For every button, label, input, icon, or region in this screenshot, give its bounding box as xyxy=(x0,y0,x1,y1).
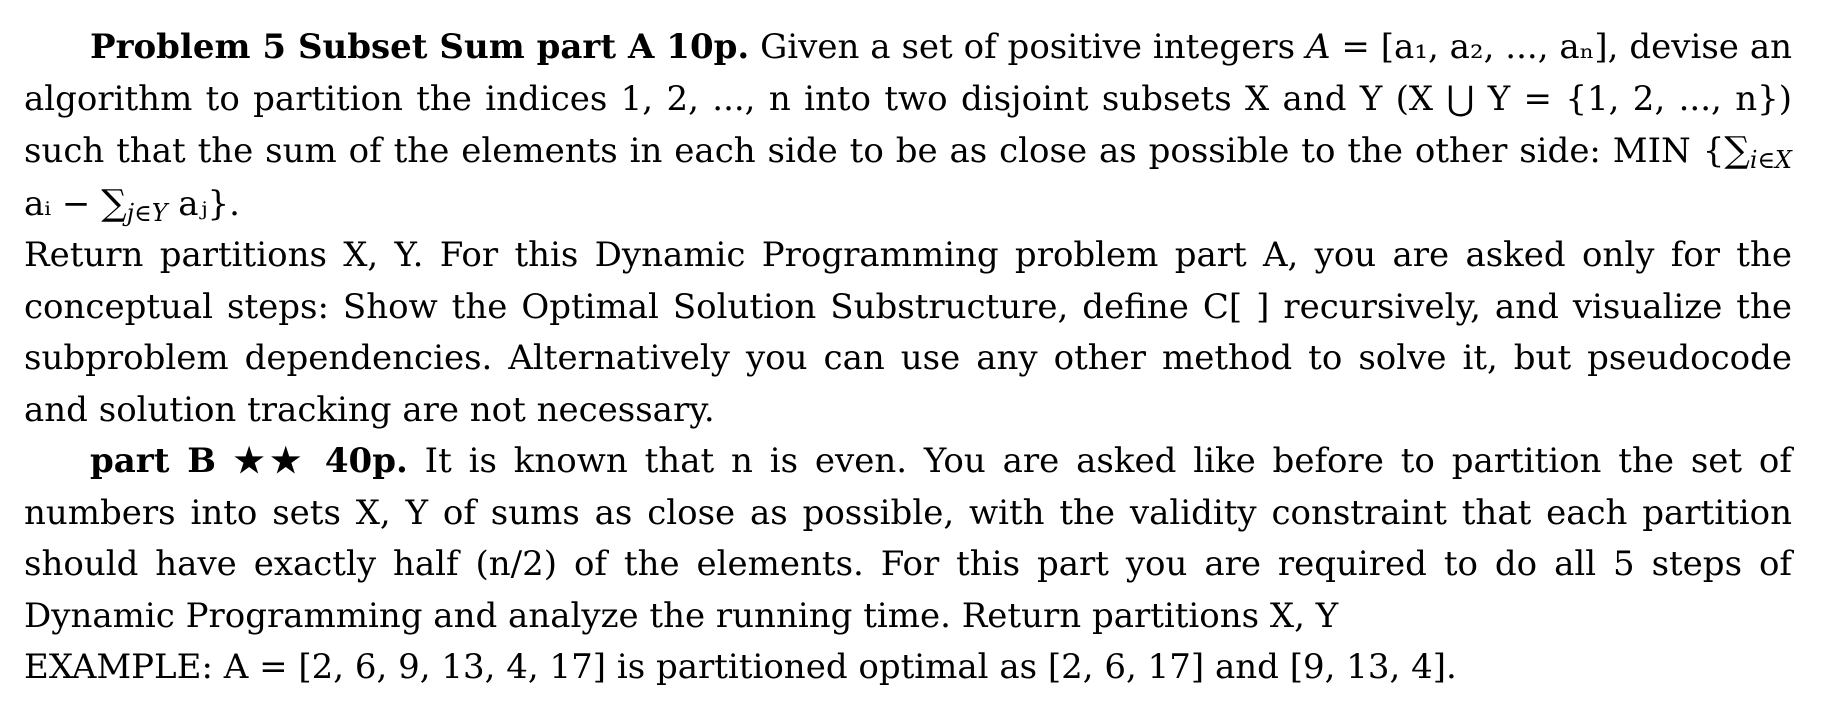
problem-intro: Given a set of positive integers xyxy=(749,27,1306,67)
problem-heading: Problem 5 Subset Sum part A 10p. xyxy=(90,27,750,67)
example-line: EXAMPLE: A = [2, 6, 9, 13, 4, 17] is partitioned optimal as [2, 6, 17] and [9, 13, 4]. xyxy=(24,647,1457,687)
part-b-paragraph xyxy=(24,436,1792,642)
sum-term-y: aⱼ}. xyxy=(167,183,240,224)
problem-document xyxy=(24,22,1792,694)
sum-index-y: j∈Y xyxy=(126,198,168,227)
problem-statement: devise an algorithm to partition the indices 1, 2, ..., n into two disjoint subsets X and Y (X ⋃ Y = {1, 2, ..., n}) such that the sum of the elements in each side to be as close as possible to the other side: MIN { xyxy=(24,27,1792,171)
sum-term-x: aᵢ − xyxy=(24,183,102,224)
sum-symbol-x: ∑ xyxy=(1724,130,1750,171)
set-name: A xyxy=(1305,27,1331,67)
part-b-text: It is known that n is even. You are asked like before to partition the set of numbers into sets X, Y of sums as close as possible, with the validity constraint that each partition should have exactly half (n/2) of the elements. For this part you are required to do all 5 steps of Dynamic Programming and analyze the running time. Return partitions X, Y xyxy=(24,441,1792,636)
return-paragraph: Return partitions X, Y. For this Dynamic Programming problem part A, you are asked only for the conceptual steps: Show the Optimal Solution Substructure, define C[ ] recursively, and visualize the subproblem dependencies. Alternatively you can use any other method to solve it, but pseudocode and solution tracking are not necessary. xyxy=(24,235,1792,430)
sum-symbol-y: ∑ xyxy=(101,182,127,224)
problem-a-paragraph xyxy=(24,22,1792,230)
sum-index-x: i∈X xyxy=(1749,145,1792,174)
set-definition: = [a₁, a₂, ..., aₙ], xyxy=(1330,27,1619,67)
part-b-heading: part B ★★ 40p. xyxy=(90,441,408,481)
